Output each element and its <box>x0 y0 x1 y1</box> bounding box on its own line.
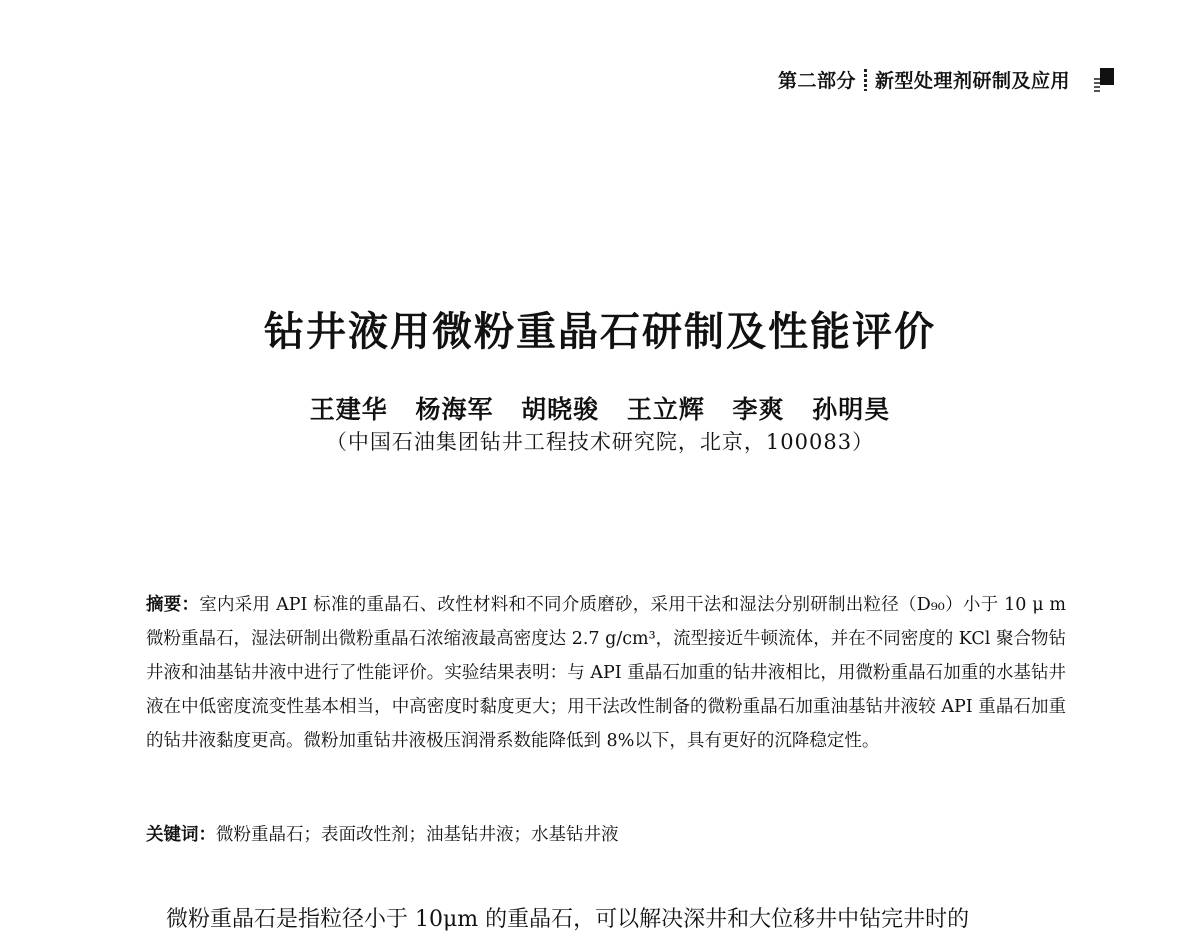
abstract-label: 摘要： <box>146 595 200 615</box>
author-list: 王建华 杨海军 胡晓骏 王立辉 李爽 孙明昊 <box>309 395 891 424</box>
square-mark-icon <box>1100 68 1114 85</box>
abstract <box>146 588 1066 758</box>
keywords-label: 关键词： <box>146 825 216 845</box>
header-part: 第二部分 <box>777 70 856 92</box>
affiliation: （中国石油集团钻井工程技术研究院，北京，100083） <box>325 430 875 454</box>
paper-title: 钻井液用微粉重晶石研制及性能评价 <box>264 308 936 355</box>
keywords <box>146 818 1066 852</box>
header-section: 新型处理剂研制及应用 <box>874 70 1070 92</box>
abstract-text: 室内采用 API 标准的重晶石、改性材料和不同介质磨砂，采用干法和湿法分别研制出粒径（D₉₀）小于 10 μ m 微粉重晶石，湿法研制出微粉重晶石浓缩液最高密度达 2.7 g/cm³，流型接近牛顿流体，并在不同密度的 KCl 聚合物钻井液和油基钻井液中进行了性能评价。实验结果表明：与 API 重晶石加重的钻井液相比，用微粉重晶石加重的水基钻井液在中低密度流变性基本相当，中高密度时黏度更大；用干法改性制备的微粉重晶石加重油基钻井液较 API 重晶石加重的钻井液黏度更高。微粉加重钻井液极压润滑系数能降低到 8%以下，具有更好的沉降稳定性。 <box>146 595 1067 751</box>
header-separator <box>864 69 867 91</box>
running-header <box>778 66 1092 93</box>
body-paragraph-first-line: 微粉重晶石是指粒径小于 10μm 的重晶石，可以解决深井和大位移井中钻完井时的 <box>166 907 970 932</box>
keywords-text: 微粉重晶石；表面改性剂；油基钻井液；水基钻井液 <box>216 825 619 845</box>
